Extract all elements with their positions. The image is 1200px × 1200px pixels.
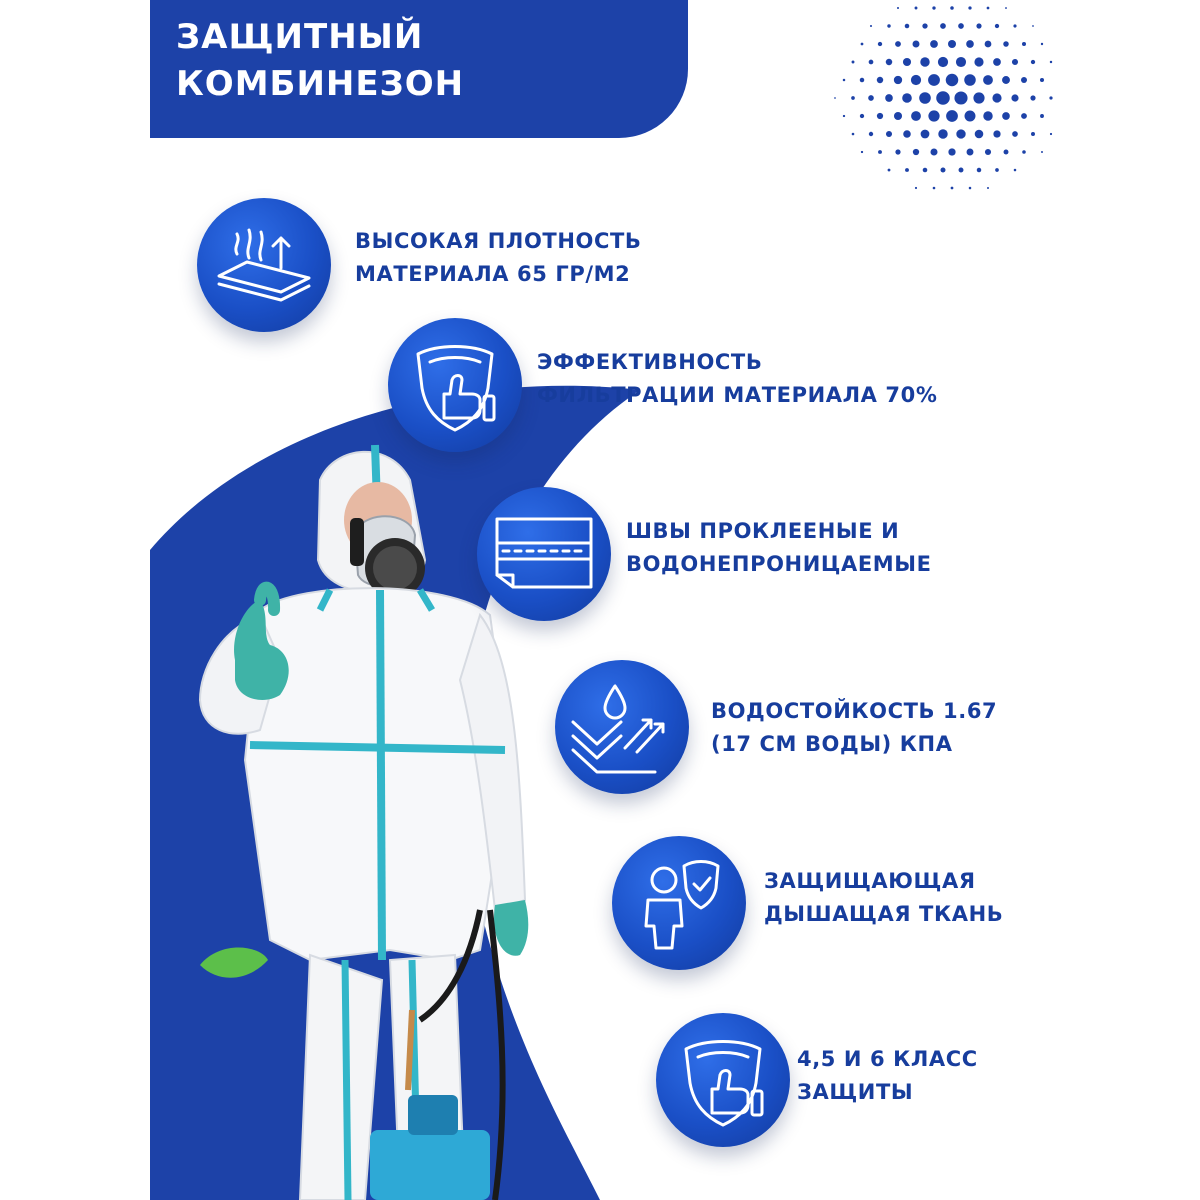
halftone-dot — [885, 94, 893, 102]
halftone-dot — [938, 57, 948, 67]
halftone-dot — [992, 93, 1001, 102]
halftone-dot — [958, 23, 964, 29]
feature-density — [197, 198, 717, 338]
water-drop-layers-icon — [555, 660, 689, 794]
halftone-dot — [933, 187, 936, 190]
feature-line-2: МАТЕРИАЛА 65 ГР/М2 — [355, 262, 631, 286]
halftone-dot — [905, 168, 909, 172]
halftone-dot — [878, 42, 882, 46]
halftone-dot — [1041, 151, 1043, 153]
halftone-dot — [967, 149, 974, 156]
halftone-dot — [1032, 25, 1034, 27]
halftone-dot — [843, 115, 845, 117]
halftone-dot — [940, 23, 946, 29]
halftone-dot — [938, 129, 947, 138]
halftone-dot — [974, 57, 983, 66]
shield-thumbs-up-icon — [388, 318, 522, 452]
feature-filtration — [388, 318, 988, 458]
halftone-dot — [920, 57, 929, 66]
feature-line-1: 4,5 И 6 КЛАСС — [797, 1047, 978, 1071]
halftone-dot — [877, 77, 883, 83]
halftone-dot — [913, 41, 920, 48]
halftone-dot — [1005, 7, 1007, 9]
halftone-dot — [861, 151, 863, 153]
halftone-dot — [948, 148, 955, 155]
halftone-dot — [915, 187, 917, 189]
halftone-dot — [877, 113, 883, 119]
halftone-dot — [930, 40, 938, 48]
halftone-dot — [886, 59, 892, 65]
halftone-dot — [969, 187, 972, 190]
halftone-dot — [870, 25, 872, 27]
feature-line-2: (17 СМ ВОДЫ) КПА — [711, 732, 953, 756]
halftone-dot — [959, 168, 964, 173]
halftone-dot — [1012, 131, 1018, 137]
halftone-dot — [903, 58, 911, 66]
halftone-dot — [1003, 41, 1009, 47]
halftone-dot — [878, 150, 882, 154]
feature-line-1: ВОДОСТОЙКОСТЬ 1.67 — [711, 699, 998, 723]
halftone-dot — [956, 57, 966, 67]
feature-line-1: ВЫСОКАЯ ПЛОТНОСТЬ — [355, 229, 642, 253]
halftone-dot — [919, 92, 931, 104]
halftone-dot — [894, 76, 902, 84]
feature-line-2: ВОДОНЕПРОНИЦАЕМЫЕ — [626, 552, 932, 576]
halftone-dot — [834, 97, 836, 99]
title-banner — [150, 0, 688, 138]
halftone-dot — [886, 131, 892, 137]
halftone-dot — [905, 24, 910, 29]
halftone-dot — [968, 6, 971, 9]
halftone-dot — [932, 6, 935, 9]
halftone-dot — [966, 40, 974, 48]
halftone-dot — [936, 91, 950, 105]
title-line-1: ЗАЩИТНЫЙ — [176, 17, 424, 57]
halftone-dot — [965, 111, 976, 122]
halftone-dot — [1014, 169, 1017, 172]
person-shield-icon — [612, 836, 746, 970]
halftone-dot — [1030, 95, 1035, 100]
halftone-dot — [921, 130, 930, 139]
halftone-dot — [1002, 76, 1010, 84]
halftone-dot — [983, 111, 992, 120]
halftone-dot — [1041, 43, 1043, 45]
halftone-dot — [987, 187, 989, 189]
halftone-dot — [1031, 132, 1035, 136]
halftone-dot — [1022, 150, 1026, 154]
halftone-dot — [973, 92, 984, 103]
halftone-dot — [1011, 94, 1018, 101]
feature-line-2: ФИЛЬТРАЦИИ МАТЕРИАЛА 70% — [537, 383, 938, 407]
shield-thumbs-up-icon — [656, 1013, 790, 1147]
halftone-dot — [951, 187, 954, 190]
halftone-dot — [995, 168, 999, 172]
halftone-dot — [868, 95, 874, 101]
halftone-dot — [861, 43, 864, 46]
halftone-dot — [928, 110, 939, 121]
halftone-dot — [946, 110, 958, 122]
halftone-dot — [915, 7, 918, 10]
halftone-dot — [1031, 60, 1035, 64]
halftone-dot — [1040, 114, 1044, 118]
halftone-dot — [977, 168, 981, 172]
halftone-dot — [923, 168, 928, 173]
feature-line-2: ЗАЩИТЫ — [797, 1080, 914, 1104]
halftone-dot — [913, 149, 919, 155]
halftone-dot — [852, 61, 855, 64]
halftone-dot — [985, 149, 991, 155]
halftone-dot — [894, 112, 902, 120]
feature-protection-class — [656, 1013, 1156, 1153]
halftone-dot — [993, 58, 1001, 66]
halftone-dot — [930, 148, 937, 155]
feature-water-resistance — [555, 660, 1055, 800]
feature-line-1: ЗАЩИЩАЮЩАЯ — [764, 869, 976, 893]
feature-seams — [477, 487, 997, 627]
halftone-dot — [897, 7, 899, 9]
halftone-dot — [985, 41, 992, 48]
halftone-dot — [903, 130, 911, 138]
halftone-dot — [1050, 133, 1052, 135]
taped-seam-icon — [477, 487, 611, 621]
halftone-dot — [928, 74, 940, 86]
halftone-dot — [1050, 61, 1052, 63]
feature-line-1: ЭФФЕКТИВНОСТЬ — [537, 350, 763, 374]
halftone-dot — [956, 129, 965, 138]
halftone-dot — [964, 74, 976, 86]
halftone-dot — [954, 91, 967, 104]
halftone-dot — [950, 6, 954, 10]
halftone-dot — [983, 75, 993, 85]
halftone-dot — [941, 168, 946, 173]
feature-line-2: ДЫШАЩАЯ ТКАНЬ — [764, 902, 1004, 926]
halftone-dot — [860, 114, 864, 118]
feature-line-1: ШВЫ ПРОКЛЕЕНЫЕ И — [626, 519, 900, 543]
halftone-dot — [895, 149, 900, 154]
halftone-dot — [1022, 42, 1026, 46]
halftone-dot — [869, 132, 873, 136]
halftone-dot — [851, 96, 855, 100]
halftone-dot — [888, 169, 891, 172]
halftone-dot — [895, 41, 901, 47]
material-layers-icon — [197, 198, 331, 332]
title-line-2: КОМБИНЕЗОН — [176, 64, 465, 104]
halftone-dot — [911, 111, 921, 121]
halftone-dot — [922, 23, 927, 28]
halftone-dot — [1004, 150, 1009, 155]
halftone-dot — [975, 130, 984, 139]
halftone-dot — [1040, 78, 1044, 82]
halftone-dot — [987, 7, 990, 10]
halftone-dot — [869, 60, 874, 65]
halftone-dot — [902, 93, 912, 103]
halftone-dot — [1021, 113, 1027, 119]
halftone-dot — [948, 40, 956, 48]
halftone-dot — [1013, 24, 1016, 27]
halftone-dot — [843, 79, 846, 82]
halftone-dots-decoration — [800, 0, 1060, 220]
feature-breathable — [612, 836, 1112, 976]
halftone-dot — [976, 23, 981, 28]
halftone-dot — [887, 24, 890, 27]
halftone-dot — [946, 74, 959, 87]
halftone-dot — [995, 24, 999, 28]
halftone-dot — [1049, 96, 1052, 99]
halftone-dot — [852, 133, 855, 136]
halftone-dot — [993, 130, 1000, 137]
halftone-dot — [860, 78, 864, 82]
halftone-dot — [1002, 112, 1010, 120]
halftone-dot — [1021, 77, 1027, 83]
halftone-dot — [911, 75, 921, 85]
halftone-dot — [1012, 59, 1018, 65]
